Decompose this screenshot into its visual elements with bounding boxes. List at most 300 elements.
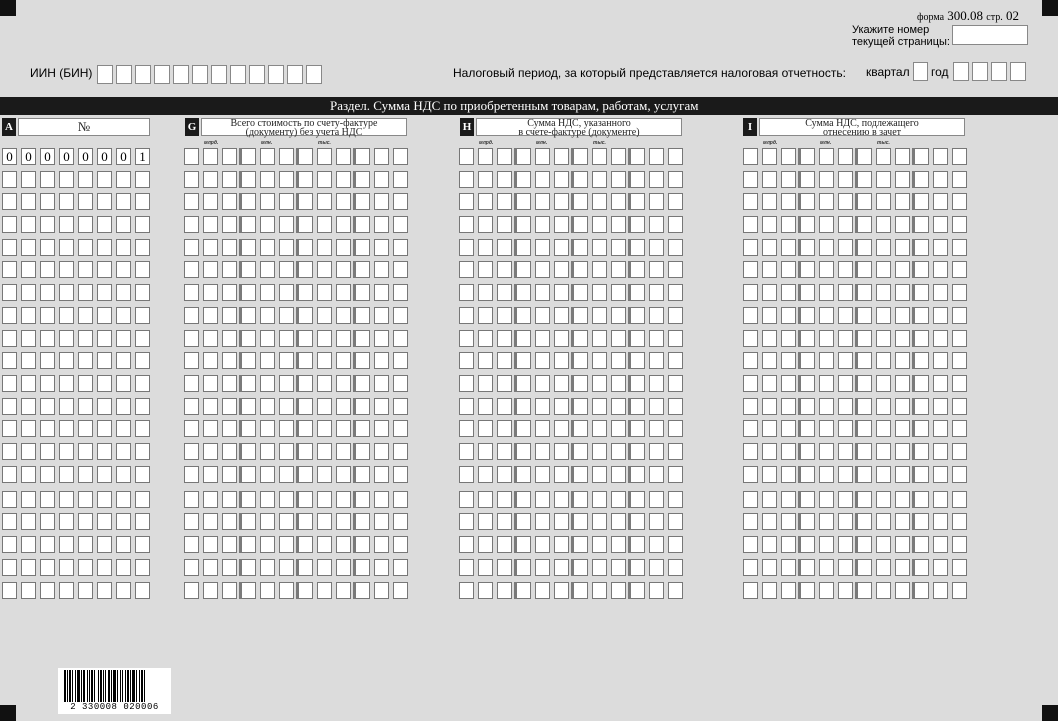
col-h-digit-cell[interactable] (592, 559, 607, 576)
col-h-digit-cell[interactable] (573, 398, 588, 415)
col-h-digit-cell[interactable] (535, 491, 550, 508)
col-i-digit-cell[interactable] (933, 513, 948, 530)
col-h-digit-cell[interactable] (668, 536, 683, 553)
col-i-digit-cell[interactable] (838, 491, 853, 508)
col-i-digit-cell[interactable] (895, 239, 910, 256)
col-h-digit-cell[interactable] (611, 171, 626, 188)
col-g-digit-cell[interactable] (184, 536, 199, 553)
col-g-digit-cell[interactable] (222, 420, 237, 437)
col-h-digit-cell[interactable] (478, 148, 493, 165)
col-h-digit-cell[interactable] (668, 261, 683, 278)
col-i-digit-cell[interactable] (819, 536, 834, 553)
col-i-digit-cell[interactable] (952, 420, 967, 437)
col-g-digit-cell[interactable] (317, 513, 332, 530)
iin-digit-box[interactable] (135, 65, 151, 84)
col-i-digit-cell[interactable] (819, 307, 834, 324)
col-h-digit-cell[interactable] (668, 307, 683, 324)
col-i-digit-cell[interactable] (800, 375, 815, 392)
col-i-digit-cell[interactable] (800, 582, 815, 599)
col-g-digit-cell[interactable] (393, 330, 408, 347)
col-g-digit-cell[interactable] (222, 330, 237, 347)
col-h-digit-cell[interactable] (611, 330, 626, 347)
col-i-digit-cell[interactable] (914, 513, 929, 530)
col-h-digit-cell[interactable] (573, 466, 588, 483)
col-g-digit-cell[interactable] (393, 375, 408, 392)
col-h-digit-cell[interactable] (592, 420, 607, 437)
col-g-digit-cell[interactable] (317, 193, 332, 210)
col-h-digit-cell[interactable] (592, 582, 607, 599)
col-g-digit-cell[interactable] (203, 559, 218, 576)
col-i-digit-cell[interactable] (876, 193, 891, 210)
row-number-cell[interactable] (40, 536, 55, 553)
col-i-digit-cell[interactable] (743, 375, 758, 392)
col-g-digit-cell[interactable] (260, 216, 275, 233)
col-h-digit-cell[interactable] (630, 443, 645, 460)
col-g-digit-cell[interactable] (355, 491, 370, 508)
col-i-digit-cell[interactable] (819, 171, 834, 188)
col-i-digit-cell[interactable] (914, 582, 929, 599)
col-g-digit-cell[interactable] (298, 513, 313, 530)
row-number-cell[interactable] (135, 171, 150, 188)
row-number-cell[interactable] (116, 307, 131, 324)
col-h-digit-cell[interactable] (535, 536, 550, 553)
col-i-digit-cell[interactable] (952, 536, 967, 553)
col-h-digit-cell[interactable] (630, 559, 645, 576)
row-number-cell[interactable] (97, 330, 112, 347)
col-h-digit-cell[interactable] (573, 420, 588, 437)
col-g-digit-cell[interactable] (184, 171, 199, 188)
row-number-cell[interactable] (116, 193, 131, 210)
col-i-digit-cell[interactable] (800, 443, 815, 460)
col-h-digit-cell[interactable] (573, 148, 588, 165)
col-h-digit-cell[interactable] (630, 375, 645, 392)
col-i-digit-cell[interactable] (933, 443, 948, 460)
col-g-digit-cell[interactable] (374, 284, 389, 301)
row-number-cell[interactable] (135, 491, 150, 508)
col-h-digit-cell[interactable] (649, 398, 664, 415)
col-g-digit-cell[interactable] (203, 420, 218, 437)
col-g-digit-cell[interactable] (222, 375, 237, 392)
col-h-digit-cell[interactable] (611, 582, 626, 599)
col-h-digit-cell[interactable] (516, 443, 531, 460)
col-i-digit-cell[interactable] (952, 193, 967, 210)
col-h-digit-cell[interactable] (459, 420, 474, 437)
col-g-digit-cell[interactable] (184, 420, 199, 437)
col-h-digit-cell[interactable] (611, 216, 626, 233)
col-h-digit-cell[interactable] (535, 261, 550, 278)
col-g-digit-cell[interactable] (393, 559, 408, 576)
col-h-digit-cell[interactable] (497, 582, 512, 599)
row-number-cell[interactable] (78, 536, 93, 553)
col-h-digit-cell[interactable] (630, 536, 645, 553)
col-g-digit-cell[interactable] (241, 307, 256, 324)
col-g-digit-cell[interactable] (260, 582, 275, 599)
col-h-digit-cell[interactable] (611, 443, 626, 460)
col-h-digit-cell[interactable] (573, 443, 588, 460)
row-number-cell[interactable] (97, 239, 112, 256)
col-h-digit-cell[interactable] (497, 193, 512, 210)
row-number-cell[interactable] (59, 216, 74, 233)
row-number-cell[interactable] (97, 216, 112, 233)
year-digit-box[interactable] (991, 62, 1007, 81)
col-i-digit-cell[interactable] (952, 307, 967, 324)
iin-digit-box[interactable] (192, 65, 208, 84)
col-h-digit-cell[interactable] (649, 559, 664, 576)
col-g-digit-cell[interactable] (222, 148, 237, 165)
col-h-digit-cell[interactable] (554, 375, 569, 392)
col-i-digit-cell[interactable] (838, 171, 853, 188)
row-number-cell[interactable] (135, 352, 150, 369)
col-i-digit-cell[interactable] (914, 375, 929, 392)
row-number-cell[interactable] (97, 466, 112, 483)
col-h-digit-cell[interactable] (535, 330, 550, 347)
col-i-digit-cell[interactable] (838, 582, 853, 599)
row-number-cell[interactable] (40, 559, 55, 576)
row-number-cell[interactable] (116, 352, 131, 369)
col-g-digit-cell[interactable] (222, 284, 237, 301)
col-h-digit-cell[interactable] (497, 443, 512, 460)
col-i-digit-cell[interactable] (876, 239, 891, 256)
col-i-digit-cell[interactable] (762, 330, 777, 347)
col-i-digit-cell[interactable] (781, 443, 796, 460)
col-h-digit-cell[interactable] (573, 491, 588, 508)
row-number-cell[interactable] (78, 193, 93, 210)
col-h-digit-cell[interactable] (459, 352, 474, 369)
row-number-cell[interactable] (97, 559, 112, 576)
row-number-cell[interactable] (116, 466, 131, 483)
col-i-digit-cell[interactable] (876, 352, 891, 369)
col-i-digit-cell[interactable] (762, 261, 777, 278)
row-number-cell[interactable] (135, 559, 150, 576)
col-i-digit-cell[interactable] (762, 193, 777, 210)
col-g-digit-cell[interactable] (260, 193, 275, 210)
iin-digit-box[interactable] (306, 65, 322, 84)
col-i-digit-cell[interactable] (876, 582, 891, 599)
col-i-digit-cell[interactable] (933, 171, 948, 188)
col-h-digit-cell[interactable] (668, 443, 683, 460)
col-i-digit-cell[interactable] (895, 375, 910, 392)
col-i-digit-cell[interactable] (876, 443, 891, 460)
col-i-digit-cell[interactable] (743, 582, 758, 599)
col-h-digit-cell[interactable] (573, 216, 588, 233)
col-i-digit-cell[interactable] (857, 193, 872, 210)
col-i-digit-cell[interactable] (800, 352, 815, 369)
row-number-cell[interactable] (40, 171, 55, 188)
col-g-digit-cell[interactable] (374, 216, 389, 233)
col-g-digit-cell[interactable] (241, 491, 256, 508)
col-i-digit-cell[interactable] (857, 261, 872, 278)
col-g-digit-cell[interactable] (317, 466, 332, 483)
row-number-cell[interactable] (97, 171, 112, 188)
col-g-digit-cell[interactable] (317, 420, 332, 437)
row-number-cell[interactable] (135, 582, 150, 599)
col-g-digit-cell[interactable] (393, 216, 408, 233)
col-g-digit-cell[interactable] (298, 307, 313, 324)
row-number-cell[interactable] (2, 330, 17, 347)
col-g-digit-cell[interactable] (222, 582, 237, 599)
row-number-cell[interactable] (59, 239, 74, 256)
col-g-digit-cell[interactable] (355, 284, 370, 301)
row-number-cell[interactable] (135, 443, 150, 460)
col-i-digit-cell[interactable] (800, 398, 815, 415)
row-number-cell[interactable] (40, 443, 55, 460)
col-i-digit-cell[interactable] (762, 375, 777, 392)
col-g-digit-cell[interactable] (241, 330, 256, 347)
col-h-digit-cell[interactable] (497, 513, 512, 530)
col-i-digit-cell[interactable] (895, 171, 910, 188)
col-g-digit-cell[interactable] (184, 148, 199, 165)
row-number-cell[interactable] (59, 536, 74, 553)
iin-digit-box[interactable] (97, 65, 113, 84)
row-number-cell[interactable] (97, 375, 112, 392)
col-i-digit-cell[interactable] (838, 398, 853, 415)
col-h-digit-cell[interactable] (668, 352, 683, 369)
row-number-cell[interactable] (135, 216, 150, 233)
col-h-digit-cell[interactable] (554, 330, 569, 347)
col-i-digit-cell[interactable] (743, 443, 758, 460)
row-number-cell[interactable] (21, 171, 36, 188)
col-g-digit-cell[interactable] (184, 352, 199, 369)
col-g-digit-cell[interactable] (393, 261, 408, 278)
col-h-digit-cell[interactable] (554, 239, 569, 256)
col-i-digit-cell[interactable] (838, 513, 853, 530)
col-h-digit-cell[interactable] (630, 284, 645, 301)
col-g-digit-cell[interactable] (241, 284, 256, 301)
col-h-digit-cell[interactable] (554, 513, 569, 530)
row-number-cell[interactable] (135, 513, 150, 530)
col-i-digit-cell[interactable] (876, 148, 891, 165)
col-h-digit-cell[interactable] (611, 193, 626, 210)
year-digit-box[interactable] (1010, 62, 1026, 81)
col-h-digit-cell[interactable] (668, 239, 683, 256)
col-i-digit-cell[interactable] (857, 582, 872, 599)
col-i-digit-cell[interactable] (819, 420, 834, 437)
col-i-digit-cell[interactable] (838, 443, 853, 460)
col-i-digit-cell[interactable] (895, 491, 910, 508)
col-g-digit-cell[interactable] (241, 352, 256, 369)
row-number-cell[interactable] (21, 284, 36, 301)
col-h-digit-cell[interactable] (497, 491, 512, 508)
col-h-digit-cell[interactable] (630, 513, 645, 530)
col-g-digit-cell[interactable] (393, 420, 408, 437)
col-i-digit-cell[interactable] (762, 466, 777, 483)
col-h-digit-cell[interactable] (497, 239, 512, 256)
col-h-digit-cell[interactable] (649, 261, 664, 278)
col-i-digit-cell[interactable] (800, 307, 815, 324)
col-h-digit-cell[interactable] (497, 398, 512, 415)
col-i-digit-cell[interactable] (781, 330, 796, 347)
col-h-digit-cell[interactable] (478, 284, 493, 301)
col-h-digit-cell[interactable] (497, 171, 512, 188)
col-h-digit-cell[interactable] (630, 261, 645, 278)
row-number-cell[interactable]: 0 (116, 148, 131, 165)
col-h-digit-cell[interactable] (668, 216, 683, 233)
col-h-digit-cell[interactable] (497, 375, 512, 392)
col-h-digit-cell[interactable] (516, 193, 531, 210)
col-g-digit-cell[interactable] (374, 536, 389, 553)
col-h-digit-cell[interactable] (592, 491, 607, 508)
col-i-digit-cell[interactable] (781, 375, 796, 392)
col-g-digit-cell[interactable] (336, 193, 351, 210)
col-g-digit-cell[interactable] (336, 216, 351, 233)
row-number-cell[interactable] (40, 284, 55, 301)
row-number-cell[interactable] (21, 491, 36, 508)
col-h-digit-cell[interactable] (535, 443, 550, 460)
col-g-digit-cell[interactable] (355, 536, 370, 553)
col-h-digit-cell[interactable] (459, 375, 474, 392)
col-i-digit-cell[interactable] (857, 536, 872, 553)
col-g-digit-cell[interactable] (279, 330, 294, 347)
row-number-cell[interactable] (97, 284, 112, 301)
row-number-cell[interactable] (2, 398, 17, 415)
col-i-digit-cell[interactable] (933, 536, 948, 553)
col-i-digit-cell[interactable] (743, 352, 758, 369)
col-i-digit-cell[interactable] (952, 375, 967, 392)
row-number-cell[interactable] (135, 375, 150, 392)
col-g-digit-cell[interactable] (374, 420, 389, 437)
col-g-digit-cell[interactable] (260, 330, 275, 347)
col-g-digit-cell[interactable] (222, 171, 237, 188)
col-h-digit-cell[interactable] (497, 216, 512, 233)
col-g-digit-cell[interactable] (355, 193, 370, 210)
col-g-digit-cell[interactable] (374, 443, 389, 460)
row-number-cell[interactable] (2, 536, 17, 553)
col-i-digit-cell[interactable] (952, 239, 967, 256)
col-g-digit-cell[interactable] (317, 536, 332, 553)
col-h-digit-cell[interactable] (611, 536, 626, 553)
col-h-digit-cell[interactable] (649, 307, 664, 324)
col-i-digit-cell[interactable] (838, 193, 853, 210)
col-h-digit-cell[interactable] (516, 216, 531, 233)
col-h-digit-cell[interactable] (649, 284, 664, 301)
col-h-digit-cell[interactable] (459, 239, 474, 256)
col-g-digit-cell[interactable] (355, 216, 370, 233)
col-g-digit-cell[interactable] (336, 148, 351, 165)
col-i-digit-cell[interactable] (914, 216, 929, 233)
col-g-digit-cell[interactable] (241, 420, 256, 437)
row-number-cell[interactable] (116, 420, 131, 437)
col-h-digit-cell[interactable] (668, 375, 683, 392)
row-number-cell[interactable] (116, 582, 131, 599)
col-g-digit-cell[interactable] (279, 261, 294, 278)
col-i-digit-cell[interactable] (743, 536, 758, 553)
col-h-digit-cell[interactable] (535, 513, 550, 530)
col-g-digit-cell[interactable] (279, 284, 294, 301)
col-i-digit-cell[interactable] (743, 559, 758, 576)
col-h-digit-cell[interactable] (573, 513, 588, 530)
col-g-digit-cell[interactable] (317, 284, 332, 301)
col-i-digit-cell[interactable] (743, 193, 758, 210)
col-h-digit-cell[interactable] (592, 352, 607, 369)
col-g-digit-cell[interactable] (298, 466, 313, 483)
col-g-digit-cell[interactable] (393, 398, 408, 415)
col-h-digit-cell[interactable] (649, 420, 664, 437)
col-h-digit-cell[interactable] (516, 513, 531, 530)
col-h-digit-cell[interactable] (459, 261, 474, 278)
col-h-digit-cell[interactable] (535, 559, 550, 576)
col-g-digit-cell[interactable] (393, 536, 408, 553)
col-h-digit-cell[interactable] (630, 307, 645, 324)
col-i-digit-cell[interactable] (781, 284, 796, 301)
row-number-cell[interactable] (116, 398, 131, 415)
col-g-digit-cell[interactable] (393, 443, 408, 460)
col-i-digit-cell[interactable] (762, 398, 777, 415)
col-g-digit-cell[interactable] (260, 559, 275, 576)
col-h-digit-cell[interactable] (592, 239, 607, 256)
row-number-cell[interactable] (116, 375, 131, 392)
col-g-digit-cell[interactable] (203, 284, 218, 301)
col-i-digit-cell[interactable] (857, 513, 872, 530)
col-i-digit-cell[interactable] (743, 513, 758, 530)
col-g-digit-cell[interactable] (203, 171, 218, 188)
col-g-digit-cell[interactable] (298, 559, 313, 576)
col-g-digit-cell[interactable] (222, 398, 237, 415)
col-g-digit-cell[interactable] (374, 466, 389, 483)
row-number-cell[interactable] (78, 582, 93, 599)
col-h-digit-cell[interactable] (516, 491, 531, 508)
col-g-digit-cell[interactable] (203, 513, 218, 530)
col-g-digit-cell[interactable] (184, 261, 199, 278)
col-g-digit-cell[interactable] (355, 420, 370, 437)
row-number-cell[interactable] (2, 216, 17, 233)
col-h-digit-cell[interactable] (478, 513, 493, 530)
col-g-digit-cell[interactable] (260, 352, 275, 369)
col-g-digit-cell[interactable] (374, 582, 389, 599)
col-g-digit-cell[interactable] (317, 491, 332, 508)
col-i-digit-cell[interactable] (743, 398, 758, 415)
row-number-cell[interactable] (135, 284, 150, 301)
col-h-digit-cell[interactable] (573, 352, 588, 369)
col-g-digit-cell[interactable] (184, 216, 199, 233)
iin-digit-box[interactable] (249, 65, 265, 84)
col-g-digit-cell[interactable] (203, 375, 218, 392)
col-g-digit-cell[interactable] (374, 352, 389, 369)
row-number-cell[interactable] (78, 261, 93, 278)
iin-digit-box[interactable] (230, 65, 246, 84)
col-i-digit-cell[interactable] (952, 443, 967, 460)
row-number-cell[interactable] (2, 582, 17, 599)
col-g-digit-cell[interactable] (374, 171, 389, 188)
row-number-cell[interactable] (59, 261, 74, 278)
col-h-digit-cell[interactable] (478, 171, 493, 188)
col-g-digit-cell[interactable] (374, 491, 389, 508)
col-i-digit-cell[interactable] (781, 352, 796, 369)
col-i-digit-cell[interactable] (952, 582, 967, 599)
row-number-cell[interactable] (135, 330, 150, 347)
col-g-digit-cell[interactable] (241, 171, 256, 188)
col-h-digit-cell[interactable] (668, 171, 683, 188)
col-g-digit-cell[interactable] (374, 559, 389, 576)
col-i-digit-cell[interactable] (914, 148, 929, 165)
col-h-digit-cell[interactable] (497, 420, 512, 437)
col-g-digit-cell[interactable] (222, 307, 237, 324)
col-g-digit-cell[interactable] (241, 239, 256, 256)
row-number-cell[interactable] (21, 261, 36, 278)
row-number-cell[interactable] (2, 466, 17, 483)
col-i-digit-cell[interactable] (838, 148, 853, 165)
col-h-digit-cell[interactable] (516, 307, 531, 324)
col-i-digit-cell[interactable] (914, 261, 929, 278)
col-g-digit-cell[interactable] (203, 193, 218, 210)
row-number-cell[interactable] (116, 171, 131, 188)
col-i-digit-cell[interactable] (876, 307, 891, 324)
col-h-digit-cell[interactable] (478, 443, 493, 460)
col-h-digit-cell[interactable] (592, 171, 607, 188)
row-number-cell[interactable] (21, 216, 36, 233)
col-g-digit-cell[interactable] (317, 375, 332, 392)
col-h-digit-cell[interactable] (592, 443, 607, 460)
col-g-digit-cell[interactable] (222, 513, 237, 530)
